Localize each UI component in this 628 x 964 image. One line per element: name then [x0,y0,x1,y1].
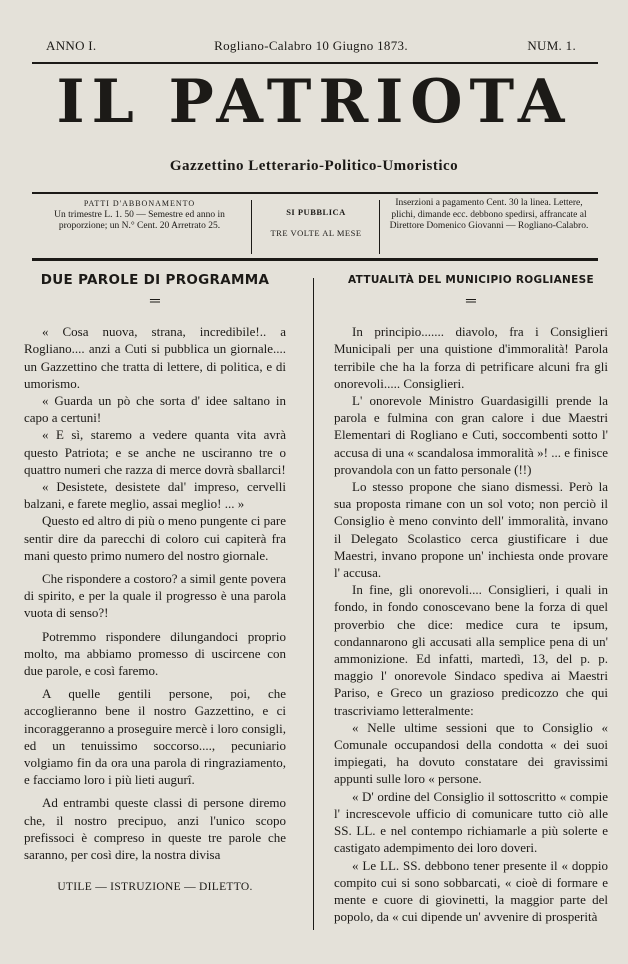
article-programma-heading: DUE PAROLE DI PROGRAMMA [40,272,270,288]
subscription-terms-title: PATTI D'ABBONAMENTO [83,199,196,208]
subscription-terms [32,198,247,256]
heading-divider: ═ [150,294,160,310]
publication-frequency-line-2: TRE VOLTE AL MESE [270,227,362,238]
newspaper-motto: UTILE — ISTRUZIONE — DILETTO. [57,881,253,894]
article-paragraph: « Le LL. SS. debbono tener presente il « doppio compito cui si sono sobbarcati, « cioè di formare e mente e cuore di giovinetti, la maggior parte del popolo, da « cui dipende un' avvenire di prosperità [334,857,608,925]
publication-frequency-line-1: SI PUBBLICA [286,207,346,217]
publication-frequency [256,198,376,256]
newspaper-title: IL PATRIOTA [56,67,572,137]
article-paragraph: « E sì, staremo a vedere quanta vita avrà questo Patriota; e se anche ne usciranno tre o quattro numeri che razza di merce dovrà sballarci! [24,427,286,477]
article-paragraph: Che rispondere a costoro? a simil gente povera di spirito, e per la quale il progresso è una parola vuota di senso?! [24,571,286,621]
issue-place-date: Rogliano-Calabro 10 Giugno 1873. [214,38,408,53]
article-paragraph: A quelle gentili persone, poi, che accoglieranno bene il nostro Gazzettino, e ci incoraggeranno a proseguire mercè i loro consigli, ed un tenuissimo soccorso...., pecuniario volgiamo fin da ora una parola di ringraziamento, e facciamo loro i più lieti augurî. [24,686,286,788]
issue-year: ANNO I. [46,38,97,53]
column-divider [313,278,314,930]
advertising-terms: Inserzioni a pagamento Cent. 30 la linea. Lettere, plichi, dimande ecc. debbono spedirsi, affrancate al Direttore Domenico Giovanni — Rogliano-Calabro. [389,198,589,231]
article-paragraph: « Guarda un pò che sorta d' idee saltano in capo a certuni! [24,393,286,426]
infobox-divider [251,200,252,254]
infobox-top-rule [32,192,598,194]
article-programma [24,272,286,897]
infobox-bottom-rule [32,258,598,261]
issue-number: NUM. 1. [527,38,576,53]
article-paragraph: In principio....... diavolo, fra i Consiglieri Municipali per una quistione d'immoralità! Parola terribile che ha la forza di petrificare alcuni fra gli onorevoli..... Consiglieri. [334,324,608,391]
header-rule [32,62,598,64]
article-paragraph: Questo ed altro di più o meno pungente ci pare sentir dire da parecchi di coloro cui capiterà fra mani questo primo numero del nostro giornale. [24,513,286,563]
article-paragraph: « D' ordine del Consiglio il sottoscritto « compie l' increscevole ufficio di comunicare tutto ciò alle SS. LL. e nel contempo richiamarle a più solerte e castigato adempimento dei loro doveri. [334,788,608,856]
newspaper-subtitle: Gazzettino Letterario-Politico-Umoristico [169,158,459,174]
article-paragraph: Potremmo rispondere dilungandoci proprio molto, ma abbiamo promesso di uscircene con due parole, e così faremo. [24,628,286,679]
subscription-info-box [32,198,598,256]
heading-divider: ═ [466,294,476,310]
issue-header [46,38,576,56]
article-municipio-heading: ATTUALITÀ DEL MUNICIPIO ROGLIANESE [348,274,594,286]
article-paragraph: L' onorevole Ministro Guardasigilli prende la parola e fulmina con gran calore i due Maestri Elementari di Rogliano e Cuti, soccombenti sotto l' accusa di una « scandalosa immoralità »! ... e finisce provandola con un fatto personale (!!) [334,393,608,477]
subscription-terms-text: Un trimestre L. 1. 50 — Semestre ed anno in proporzione; un N.° Cent. 20 Arretrato 25. [54,209,225,231]
article-paragraph: In fine, gli onorevoli.... Consiglieri, i quali in fondo, in fondo conoscevano bene la forza di quel proverbio che dice: medice cura te ipsum, condannarono gli accusati alla semplice pena di un' ammonizione. Ed infatti, martedì, 13, del p. p. maggio l' onorevole Sindaco spediva ai Maestri Pariso, e Greco un grazioso predicozzo che qui trascriviamo letteralmente: [334,582,608,718]
article-paragraph: Ad entrambi queste classi di persone diremo che, il nostro precipuo, anzi l'unico scopo prefissoci è compreso in queste tre parole che saranno, per così dire, la nostra divisa [24,795,286,863]
article-paragraph: « Desistete, desistete dal' impreso, cervelli balzani, e farete meglio, assai meglio! ... » [24,479,286,512]
infobox-divider [379,200,380,254]
article-municipio [334,272,608,925]
article-paragraph: « Cosa nuova, strana, incredibile!.. a Rogliano.... anzi a Cuti si pubblica un giornale.... un Gazzettino che tratta di lettere, di politica, e di umorismo. [24,324,286,391]
article-paragraph: Lo stesso propone che siano dismessi. Però la sua proposta rimane con un sol voto; non perciò il Consiglio è meno convinto dell' immoralità, invano il Delegato Scolastico cerca giustificare i due Maestri, invano propone un' inchiesta onde provare l' accusa. [334,479,608,581]
article-paragraph: « Nelle ultime sessioni que to Consiglio « Comunale occupandosi della condotta « dei suoi impiegati, ha dovuto constatare dei gravissimi appunti sulle loro « persone. [334,719,608,787]
